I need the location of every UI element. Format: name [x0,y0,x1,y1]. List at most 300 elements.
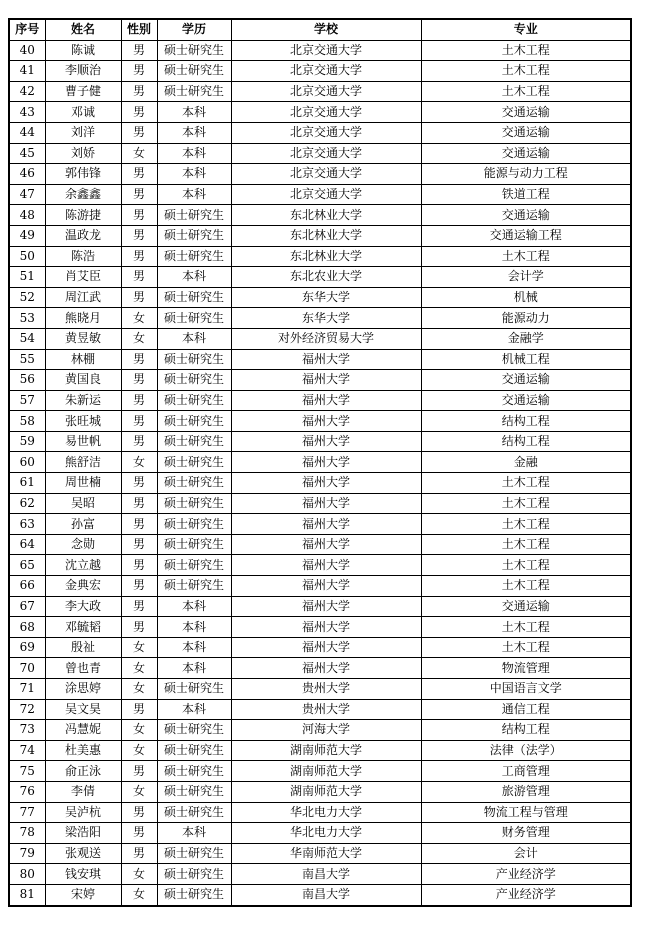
cell-major: 交通运输 [421,102,631,123]
cell-no: 74 [9,740,45,761]
cell-education: 硕士研究生 [157,720,231,741]
cell-gender: 男 [121,534,157,555]
cell-gender: 男 [121,246,157,267]
cell-school: 福州大学 [231,658,421,679]
cell-no: 60 [9,452,45,473]
cell-education: 硕士研究生 [157,246,231,267]
cell-major: 机械 [421,287,631,308]
cell-gender: 男 [121,184,157,205]
cell-gender: 女 [121,328,157,349]
cell-school: 贵州大学 [231,679,421,700]
cell-name: 朱新运 [45,390,121,411]
table-header [9,19,631,40]
cell-gender: 女 [121,864,157,885]
cell-education: 本科 [157,267,231,288]
cell-no: 70 [9,658,45,679]
cell-school: 北京交通大学 [231,122,421,143]
cell-school: 东北林业大学 [231,246,421,267]
cell-education: 硕士研究生 [157,431,231,452]
cell-name: 念勋 [45,534,121,555]
cell-name: 易世帆 [45,431,121,452]
cell-name: 涂思婷 [45,679,121,700]
cell-school: 福州大学 [231,493,421,514]
cell-gender: 女 [121,679,157,700]
cell-school: 福州大学 [231,534,421,555]
cell-name: 殷祉 [45,637,121,658]
cell-school: 东北林业大学 [231,205,421,226]
cell-major: 物流工程与管理 [421,802,631,823]
cell-major: 铁道工程 [421,184,631,205]
cell-major: 会计学 [421,267,631,288]
header-no: 序号 [9,19,45,40]
cell-no: 54 [9,328,45,349]
cell-name: 曹子健 [45,81,121,102]
cell-no: 48 [9,205,45,226]
table-row [9,81,631,102]
cell-no: 59 [9,431,45,452]
cell-major: 交通运输 [421,390,631,411]
cell-education: 本科 [157,637,231,658]
table-row [9,370,631,391]
cell-gender: 男 [121,761,157,782]
cell-school: 福州大学 [231,576,421,597]
table-row [9,658,631,679]
cell-education: 硕士研究生 [157,802,231,823]
table-row [9,308,631,329]
table-row [9,164,631,185]
cell-gender: 男 [121,287,157,308]
cell-education: 硕士研究生 [157,843,231,864]
header-gender: 性别 [121,19,157,40]
cell-education: 本科 [157,699,231,720]
table-row [9,555,631,576]
cell-education: 本科 [157,823,231,844]
cell-education: 硕士研究生 [157,390,231,411]
cell-name: 李大政 [45,596,121,617]
cell-gender: 女 [121,658,157,679]
cell-education: 硕士研究生 [157,61,231,82]
cell-school: 北京交通大学 [231,143,421,164]
table-row [9,823,631,844]
cell-school: 北京交通大学 [231,61,421,82]
cell-name: 张旺城 [45,411,121,432]
cell-name: 林棚 [45,349,121,370]
table-row [9,802,631,823]
cell-name: 杜美惠 [45,740,121,761]
cell-gender: 男 [121,596,157,617]
cell-major: 法律（法学） [421,740,631,761]
cell-school: 北京交通大学 [231,81,421,102]
cell-school: 东北农业大学 [231,267,421,288]
cell-major: 交通运输 [421,370,631,391]
cell-education: 硕士研究生 [157,370,231,391]
cell-no: 77 [9,802,45,823]
cell-no: 78 [9,823,45,844]
cell-no: 49 [9,225,45,246]
cell-major: 土木工程 [421,514,631,535]
cell-gender: 男 [121,473,157,494]
cell-school: 对外经济贸易大学 [231,328,421,349]
table-row [9,452,631,473]
table-row [9,637,631,658]
cell-no: 75 [9,761,45,782]
cell-major: 交通运输 [421,143,631,164]
cell-major: 土木工程 [421,555,631,576]
table-row [9,740,631,761]
cell-name: 李顺治 [45,61,121,82]
cell-education: 本科 [157,184,231,205]
cell-no: 44 [9,122,45,143]
cell-gender: 男 [121,205,157,226]
cell-name: 周江武 [45,287,121,308]
cell-education: 硕士研究生 [157,555,231,576]
candidate-table [8,18,632,907]
cell-major: 金融学 [421,328,631,349]
table-row [9,843,631,864]
cell-major: 结构工程 [421,720,631,741]
cell-major: 土木工程 [421,246,631,267]
cell-gender: 男 [121,102,157,123]
cell-major: 结构工程 [421,431,631,452]
cell-major: 交通运输 [421,205,631,226]
cell-name: 熊晓月 [45,308,121,329]
cell-school: 福州大学 [231,370,421,391]
cell-gender: 女 [121,884,157,905]
cell-no: 53 [9,308,45,329]
cell-name: 郭伟锋 [45,164,121,185]
cell-school: 华北电力大学 [231,802,421,823]
cell-name: 吴昭 [45,493,121,514]
cell-major: 通信工程 [421,699,631,720]
cell-no: 45 [9,143,45,164]
table-row [9,679,631,700]
cell-school: 福州大学 [231,617,421,638]
cell-gender: 男 [121,267,157,288]
cell-school: 福州大学 [231,473,421,494]
cell-name: 肖艾臣 [45,267,121,288]
cell-name: 吴文昊 [45,699,121,720]
cell-major: 土木工程 [421,493,631,514]
cell-name: 陈浩 [45,246,121,267]
cell-gender: 男 [121,576,157,597]
cell-school: 福州大学 [231,411,421,432]
table-row [9,534,631,555]
cell-name: 李倩 [45,781,121,802]
table-row [9,349,631,370]
table-row [9,411,631,432]
cell-education: 硕士研究生 [157,452,231,473]
cell-school: 福州大学 [231,349,421,370]
cell-education: 硕士研究生 [157,514,231,535]
table-row [9,225,631,246]
cell-gender: 女 [121,637,157,658]
table-row [9,40,631,61]
table-row [9,390,631,411]
cell-education: 硕士研究生 [157,761,231,782]
cell-no: 41 [9,61,45,82]
table-row [9,205,631,226]
cell-major: 旅游管理 [421,781,631,802]
cell-school: 福州大学 [231,514,421,535]
table-row [9,122,631,143]
table-row [9,576,631,597]
cell-school: 北京交通大学 [231,184,421,205]
cell-name: 黄昱敏 [45,328,121,349]
cell-no: 66 [9,576,45,597]
cell-school: 贵州大学 [231,699,421,720]
cell-gender: 女 [121,308,157,329]
cell-no: 68 [9,617,45,638]
cell-major: 土木工程 [421,637,631,658]
cell-name: 俞正泳 [45,761,121,782]
table-row [9,761,631,782]
cell-no: 79 [9,843,45,864]
cell-no: 57 [9,390,45,411]
cell-education: 本科 [157,122,231,143]
cell-name: 熊舒洁 [45,452,121,473]
cell-school: 福州大学 [231,555,421,576]
table-body [9,40,631,905]
cell-education: 硕士研究生 [157,411,231,432]
cell-education: 硕士研究生 [157,473,231,494]
cell-major: 土木工程 [421,617,631,638]
cell-no: 43 [9,102,45,123]
table-row [9,431,631,452]
cell-school: 华南师范大学 [231,843,421,864]
cell-major: 中国语言文学 [421,679,631,700]
cell-name: 周世楠 [45,473,121,494]
cell-school: 南昌大学 [231,884,421,905]
table-row [9,781,631,802]
cell-education: 本科 [157,328,231,349]
cell-school: 华北电力大学 [231,823,421,844]
cell-gender: 男 [121,514,157,535]
cell-no: 55 [9,349,45,370]
cell-no: 61 [9,473,45,494]
cell-no: 67 [9,596,45,617]
cell-major: 土木工程 [421,473,631,494]
cell-major: 金融 [421,452,631,473]
cell-name: 孙富 [45,514,121,535]
cell-name: 刘娇 [45,143,121,164]
cell-name: 邓诚 [45,102,121,123]
table-row [9,246,631,267]
cell-major: 土木工程 [421,81,631,102]
cell-no: 64 [9,534,45,555]
cell-major: 土木工程 [421,576,631,597]
cell-no: 69 [9,637,45,658]
cell-gender: 男 [121,843,157,864]
cell-gender: 男 [121,349,157,370]
cell-school: 北京交通大学 [231,40,421,61]
cell-name: 吴泸杭 [45,802,121,823]
cell-major: 物流管理 [421,658,631,679]
cell-education: 本科 [157,658,231,679]
cell-no: 58 [9,411,45,432]
cell-education: 硕士研究生 [157,679,231,700]
table-row [9,143,631,164]
cell-school: 东华大学 [231,287,421,308]
cell-gender: 男 [121,699,157,720]
cell-major: 土木工程 [421,61,631,82]
cell-name: 冯慧妮 [45,720,121,741]
table-row [9,493,631,514]
cell-education: 硕士研究生 [157,225,231,246]
cell-major: 交通运输工程 [421,225,631,246]
header-major: 专业 [421,19,631,40]
cell-education: 硕士研究生 [157,287,231,308]
cell-no: 47 [9,184,45,205]
cell-no: 73 [9,720,45,741]
cell-name: 张观送 [45,843,121,864]
table-row [9,699,631,720]
table-row [9,617,631,638]
table-row [9,61,631,82]
cell-name: 黄国良 [45,370,121,391]
cell-education: 硕士研究生 [157,884,231,905]
cell-gender: 男 [121,802,157,823]
cell-education: 硕士研究生 [157,493,231,514]
cell-no: 71 [9,679,45,700]
cell-gender: 男 [121,164,157,185]
cell-education: 硕士研究生 [157,781,231,802]
cell-education: 本科 [157,596,231,617]
cell-name: 梁浩阳 [45,823,121,844]
cell-school: 北京交通大学 [231,102,421,123]
cell-no: 40 [9,40,45,61]
cell-education: 硕士研究生 [157,81,231,102]
cell-education: 硕士研究生 [157,349,231,370]
table-row [9,267,631,288]
table-row [9,328,631,349]
cell-major: 产业经济学 [421,864,631,885]
cell-gender: 女 [121,452,157,473]
cell-no: 42 [9,81,45,102]
cell-no: 65 [9,555,45,576]
cell-gender: 男 [121,81,157,102]
cell-name: 邓毓韬 [45,617,121,638]
cell-education: 本科 [157,143,231,164]
cell-name: 陈诚 [45,40,121,61]
cell-school: 福州大学 [231,452,421,473]
cell-gender: 男 [121,617,157,638]
candidate-list-sheet [8,18,632,907]
cell-school: 福州大学 [231,390,421,411]
cell-major: 机械工程 [421,349,631,370]
cell-major: 交通运输 [421,122,631,143]
cell-school: 河海大学 [231,720,421,741]
cell-gender: 男 [121,411,157,432]
cell-no: 72 [9,699,45,720]
cell-no: 63 [9,514,45,535]
header-school: 学校 [231,19,421,40]
cell-education: 硕士研究生 [157,534,231,555]
cell-no: 80 [9,864,45,885]
cell-school: 湖南师范大学 [231,740,421,761]
cell-no: 52 [9,287,45,308]
cell-school: 湖南师范大学 [231,761,421,782]
cell-gender: 男 [121,122,157,143]
cell-name: 余鑫鑫 [45,184,121,205]
table-row [9,184,631,205]
cell-name: 刘洋 [45,122,121,143]
table-row [9,287,631,308]
cell-education: 本科 [157,617,231,638]
cell-school: 湖南师范大学 [231,781,421,802]
cell-no: 62 [9,493,45,514]
cell-gender: 男 [121,390,157,411]
table-row [9,596,631,617]
cell-school: 福州大学 [231,431,421,452]
cell-gender: 男 [121,493,157,514]
cell-name: 金典宏 [45,576,121,597]
cell-no: 76 [9,781,45,802]
cell-school: 南昌大学 [231,864,421,885]
cell-major: 交通运输 [421,596,631,617]
cell-no: 56 [9,370,45,391]
cell-gender: 男 [121,370,157,391]
cell-no: 46 [9,164,45,185]
cell-education: 本科 [157,164,231,185]
cell-name: 宋婷 [45,884,121,905]
cell-major: 土木工程 [421,40,631,61]
cell-education: 硕士研究生 [157,308,231,329]
cell-gender: 女 [121,781,157,802]
cell-name: 温政龙 [45,225,121,246]
cell-school: 北京交通大学 [231,164,421,185]
cell-gender: 男 [121,225,157,246]
cell-gender: 女 [121,720,157,741]
cell-name: 曾也青 [45,658,121,679]
cell-major: 能源与动力工程 [421,164,631,185]
cell-education: 硕士研究生 [157,864,231,885]
cell-education: 硕士研究生 [157,576,231,597]
cell-gender: 女 [121,143,157,164]
cell-name: 陈游捷 [45,205,121,226]
table-row [9,473,631,494]
header-row [9,19,631,40]
cell-education: 硕士研究生 [157,40,231,61]
cell-major: 会计 [421,843,631,864]
cell-gender: 男 [121,61,157,82]
cell-school: 福州大学 [231,637,421,658]
cell-education: 硕士研究生 [157,740,231,761]
cell-major: 产业经济学 [421,884,631,905]
cell-major: 工商管理 [421,761,631,782]
cell-name: 钱安琪 [45,864,121,885]
cell-no: 51 [9,267,45,288]
cell-school: 东华大学 [231,308,421,329]
header-name: 姓名 [45,19,121,40]
cell-major: 结构工程 [421,411,631,432]
table-row [9,884,631,905]
cell-major: 能源动力 [421,308,631,329]
table-row [9,514,631,535]
cell-no: 50 [9,246,45,267]
table-row [9,102,631,123]
cell-gender: 男 [121,555,157,576]
cell-name: 沈立越 [45,555,121,576]
cell-school: 东北林业大学 [231,225,421,246]
cell-no: 81 [9,884,45,905]
cell-major: 土木工程 [421,534,631,555]
table-row [9,864,631,885]
cell-education: 硕士研究生 [157,205,231,226]
cell-education: 本科 [157,102,231,123]
cell-gender: 男 [121,431,157,452]
cell-gender: 男 [121,40,157,61]
table-row [9,720,631,741]
